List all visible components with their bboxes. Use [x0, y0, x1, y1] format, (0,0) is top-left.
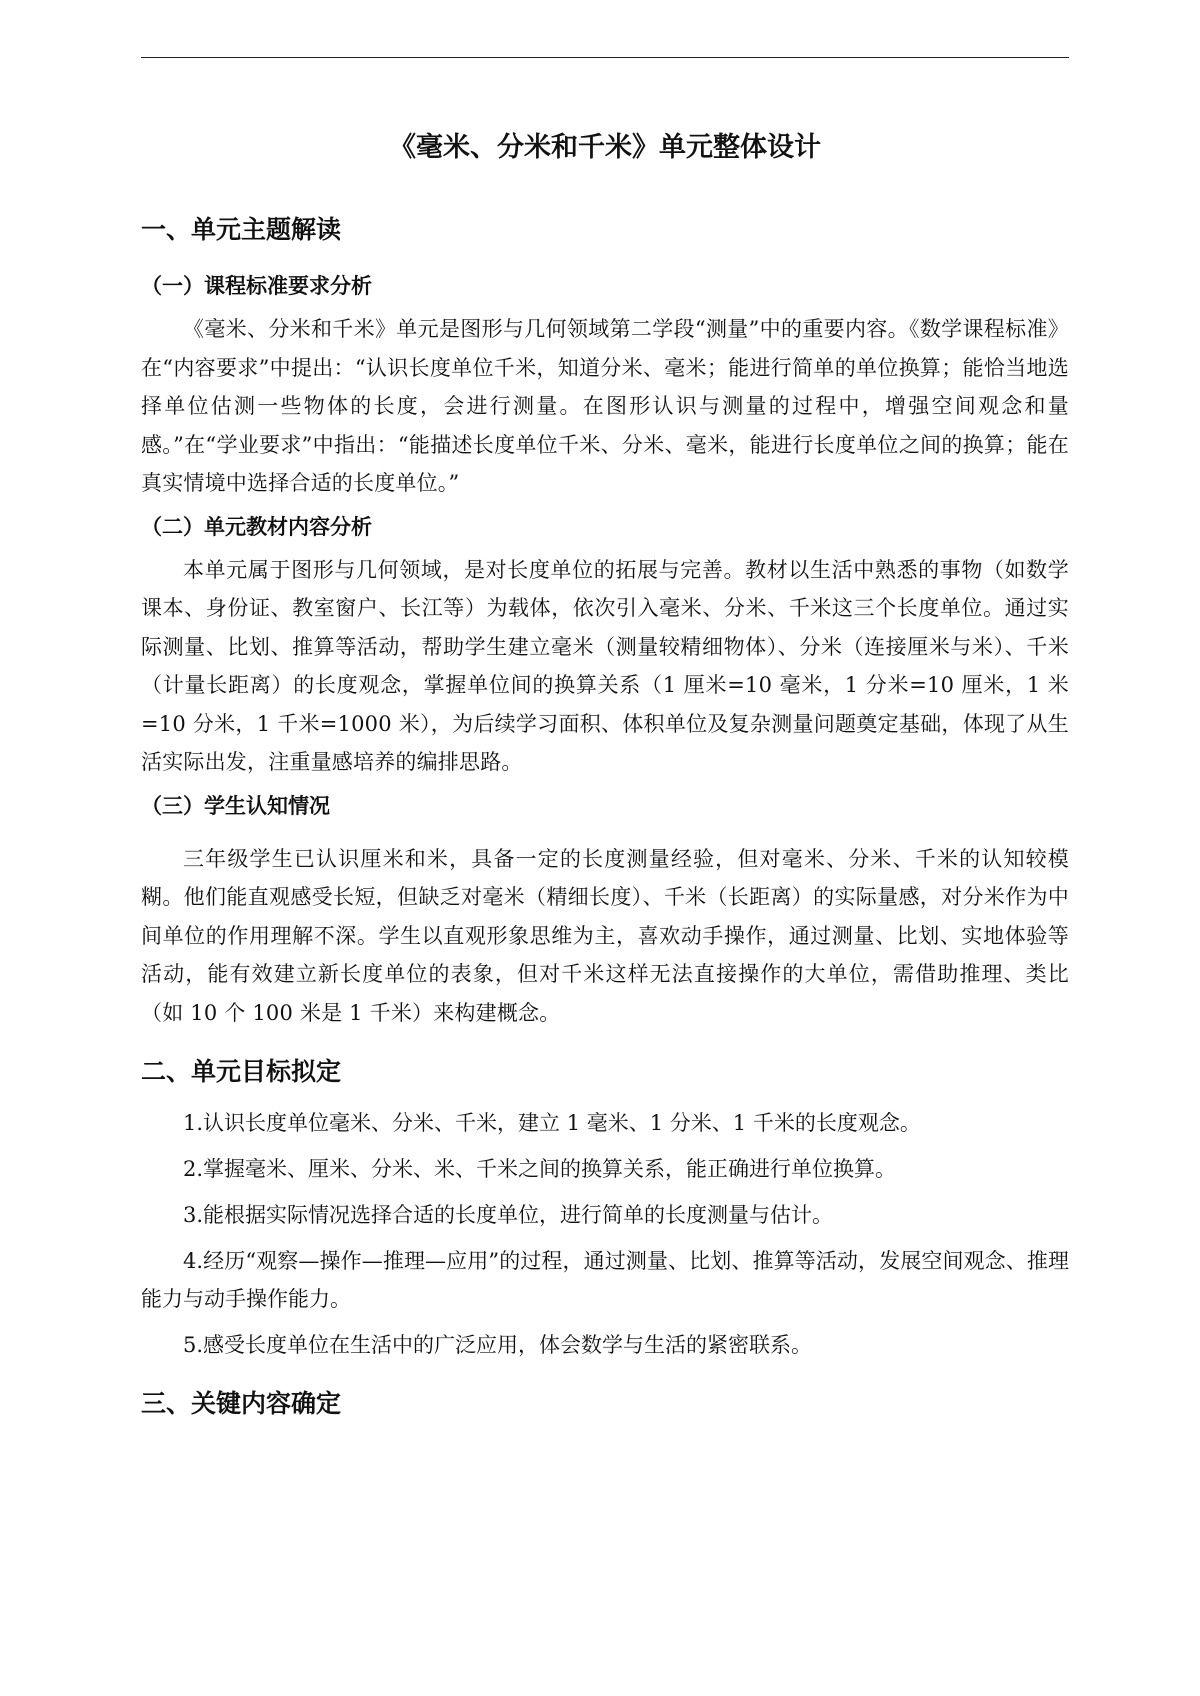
section-1-heading: 一、单元主题解读 — [141, 215, 342, 244]
document-title: 《毫米、分米和千米》单元整体设计 — [389, 132, 821, 163]
goal-item: 4.经历“观察—操作—推理—应用”的过程，通过测量、比划、推算等活动，发展空间观念、推理能力与动手操作能力。 — [141, 1249, 1069, 1311]
section-1-3-heading: （三）学生认知情况 — [141, 793, 330, 818]
section-1-1-heading: （一）课程标准要求分析 — [141, 274, 372, 298]
section-2-heading: 二、单元目标拟定 — [141, 1057, 342, 1086]
section-3-heading: 三、关键内容确定 — [141, 1389, 342, 1418]
section-1-3-paragraph: 三年级学生已认识厘米和米，具备一定的长度测量经验，但对毫米、分米、千米的认知较模糊。他们能直观感受长短，但缺乏对毫米（精细长度）、千米（长距离）的实际量感，对分米作为中间单位的作用理解不深。学生以直观形象思维为主，喜欢动手操作，通过测量、比划、实地体验等活动，能有效建立新长度单位的表象，但对千米这样无法直接操作的大单位，需借助推理、类比（如 10 个 100 米是 1 千米）来构建概念。 — [141, 846, 1069, 1025]
goal-item: 2.掌握毫米、厘米、分米、米、千米之间的换算关系，能正确进行单位换算。 — [183, 1157, 897, 1181]
goal-item: 3.能根据实际情况选择合适的长度单位，进行简单的长度测量与估计。 — [183, 1203, 834, 1227]
section-1-2-paragraph: 本单元属于图形与几何领域，是对长度单位的拓展与完善。教材以生活中熟悉的事物（如数学课本、身份证、教室窗户、长江等）为载体，依次引入毫米、分米、千米这三个长度单位。通过实际测量、比划、推算等活动，帮助学生建立毫米（测量较精细物体）、分米（连接厘米与米）、千米（计量长距离）的长度观念，掌握单位间的换算关系（1 厘米=10 毫米，1 分米=10 厘米，1 米=10 分米，1 千米=1000 米），为后续学习面积、体积单位及复杂测量问题奠定基础，体现了从生活实际出发，注重量感培养的编排思路。 — [141, 557, 1069, 774]
section-1-1-paragraph: 《毫米、分米和千米》单元是图形与几何领域第二学段“测量”中的重要内容。《数学课程标准》在“内容要求”中提出：“认识长度单位千米，知道分米、毫米；能进行简单的单位换算；能恰当地选择单位估测一些物体的长度，会进行测量。在图形认识与测量的过程中，增强空间观念和量感。”在“学业要求”中指出：“能描述长度单位千米、分米、毫米，能进行长度单位之间的换算；能在真实情境中选择合适的长度单位。” — [141, 317, 1069, 495]
document-body — [141, 120, 1069, 1436]
section-1-2-heading: （二）单元教材内容分析 — [141, 514, 372, 539]
header-rule — [141, 57, 1069, 58]
goals-list — [141, 1104, 1069, 1364]
goal-item: 5.感受长度单位在生活中的广泛应用，体会数学与生活的紧密联系。 — [183, 1333, 813, 1357]
goal-item: 1.认识长度单位毫米、分米、千米，建立 1 毫米、1 分米、1 千米的长度观念。 — [183, 1111, 921, 1135]
